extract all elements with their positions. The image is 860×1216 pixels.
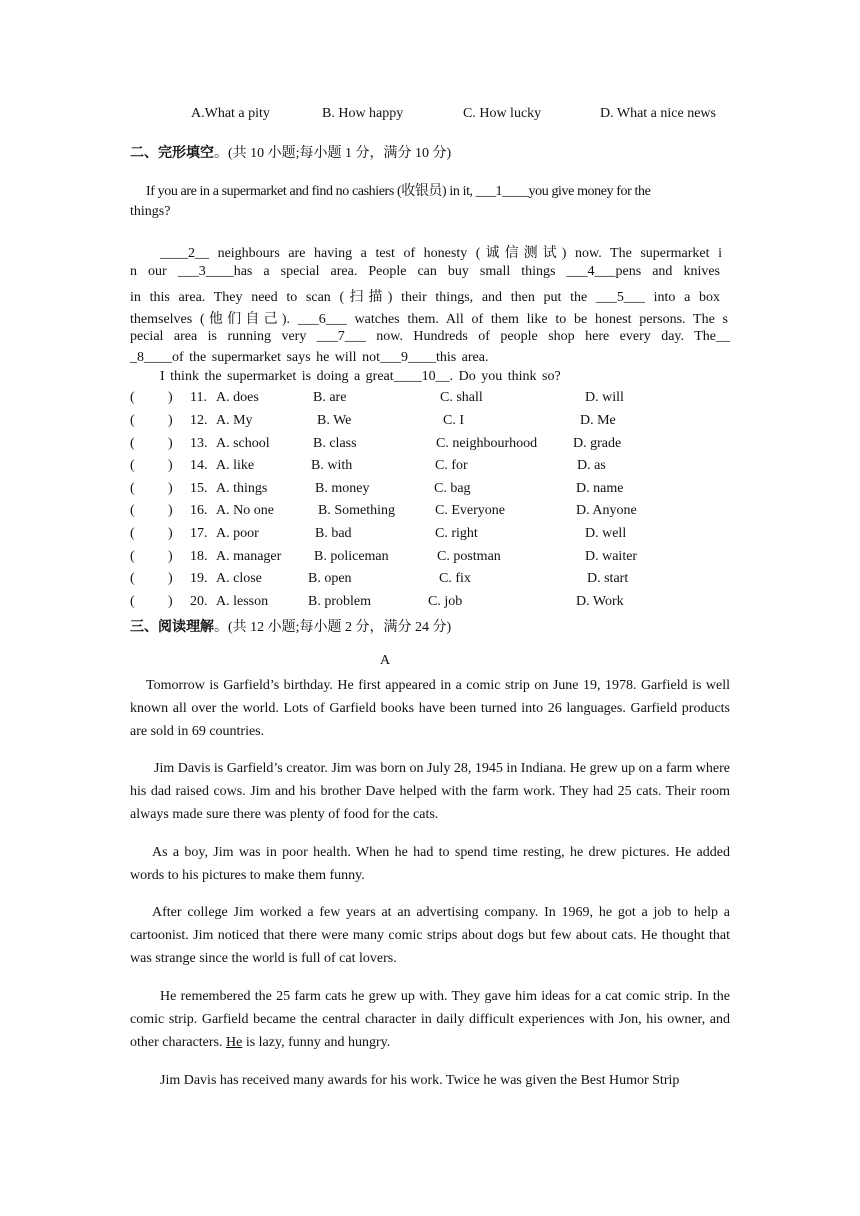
paren-close: )	[168, 549, 173, 564]
question-number: 20.	[190, 594, 208, 609]
question-row	[130, 503, 730, 525]
question-row	[130, 594, 730, 616]
question-number: 16.	[190, 503, 208, 518]
choice-b: B. class	[313, 436, 357, 451]
choice-d: D. name	[576, 481, 624, 496]
choice-a: A. My	[216, 413, 253, 428]
choice-d: D. Anyone	[576, 503, 637, 518]
section-3-heading	[130, 616, 451, 636]
question-number: 15.	[190, 481, 208, 496]
choice-b: B. are	[313, 390, 347, 405]
cloze-line-5: pecial area is running very ___7___ now. Hundreds of people shop here every day. The__	[130, 329, 730, 344]
cloze-intro-line-1: If you are in a supermarket and find no cashiers (收银员) in it, ___1____you give money for the	[146, 184, 651, 199]
choice-b: B. money	[315, 481, 370, 496]
paren-close: )	[168, 594, 173, 609]
question-number: 11.	[190, 390, 207, 405]
option-d: D. What a nice news	[600, 106, 716, 121]
choice-a: A. poor	[216, 526, 259, 541]
choice-a: A. school	[216, 436, 270, 451]
choice-b: B. policeman	[314, 549, 389, 564]
choice-a: A. close	[216, 571, 262, 586]
section-3-rest: 。(共 12 小题;每小题 2 分，满分 24 分)	[214, 620, 452, 635]
cloze-line-4: themselves (他们自己). ___6___ watches them. All of them like to be honest persons. The s	[130, 312, 728, 327]
choice-d: D. start	[587, 571, 629, 586]
choice-b: B. problem	[308, 594, 371, 609]
choice-b: B. We	[317, 413, 352, 428]
paren-close: )	[168, 526, 173, 541]
passage-5-after: is lazy, funny and hungry.	[242, 1035, 391, 1050]
paren-close: )	[168, 413, 173, 428]
question-number: 14.	[190, 458, 208, 473]
choice-a: A. things	[216, 481, 268, 496]
choice-c: C. I	[443, 413, 464, 428]
option-a: A.What a pity	[191, 106, 270, 121]
section-2-rest: 。(共 10 小题;每小题 1 分，满分 10 分)	[214, 146, 452, 161]
choice-c: C. neighbourhood	[436, 436, 538, 451]
question-number: 17.	[190, 526, 208, 541]
passage-paragraph-2: Jim Davis is Garfield’s creator. Jim was born on July 28, 1945 in Indiana. He grew up on a farm where his dad raised cows. Jim and his brother Dave helped with the farm work. They had 25 cats. Their room always made sure there was plenty of food for the cats.	[130, 761, 730, 822]
passage-5-underlined: He	[226, 1035, 243, 1050]
choice-a: A. manager	[216, 549, 282, 564]
question-number: 19.	[190, 571, 208, 586]
passage-5-before: He remembered the 25 farm cats he grew up with. They gave him ideas for a cat comic strip. In the comic strip. Garfield became the central character in daily difficult experiences with Jon, his owner, and other characters.	[130, 989, 730, 1050]
paren-close: )	[168, 571, 173, 586]
question-number: 18.	[190, 549, 208, 564]
cloze-last-line: I think the supermarket is doing a great____10__. Do you think so?	[160, 369, 561, 384]
paren-open: (	[130, 571, 135, 586]
option-c: C. How lucky	[463, 106, 542, 121]
paren-close: )	[168, 390, 173, 405]
passage-label: A	[380, 653, 391, 668]
paren-open: (	[130, 458, 135, 473]
choice-a: A. lesson	[216, 594, 269, 609]
choice-d: D. Me	[580, 413, 616, 428]
paren-open: (	[130, 594, 135, 609]
choice-d: D. will	[585, 390, 624, 405]
paren-open: (	[130, 413, 135, 428]
question-row	[130, 458, 730, 480]
cloze-line-6: _8____of the supermarket says he will not___9____this area.	[130, 350, 489, 365]
choice-c: C. job	[428, 594, 463, 609]
passage-paragraph-6: Jim Davis has received many awards for his work. Twice he was given the Best Humor Strip	[160, 1073, 680, 1088]
choice-c: C. bag	[434, 481, 471, 496]
paren-open: (	[130, 503, 135, 518]
section-2-label: 二、完形填空	[130, 146, 214, 161]
choice-b: B. with	[311, 458, 353, 473]
question-row	[130, 526, 730, 548]
question-row	[130, 436, 730, 458]
question-row	[130, 390, 730, 412]
option-b: B. How happy	[322, 106, 404, 121]
passage-paragraph-4: After college Jim worked a few years at an advertising company. In 1969, he got a job to help a cartoonist. Jim noticed that there were many comic strips about dogs but few about cats. He thought that was strange since the world is full of cat lovers.	[130, 905, 730, 966]
section-3-label: 三、阅读理解	[130, 620, 214, 635]
choice-b: B. bad	[315, 526, 352, 541]
passage-paragraph-1: Tomorrow is Garfield’s birthday. He first appeared in a comic strip on June 19, 1978. Garfield is well known all over the world. Lots of Garfield books have been turned into 26 languages. Garfield products are sold in 69 countries.	[130, 678, 730, 739]
cloze-line-1: ____2__ neighbours are having a test of honesty (诚信测试) now. The supermarket i	[160, 246, 722, 261]
choice-c: C. fix	[439, 571, 471, 586]
choice-d: D. Work	[576, 594, 624, 609]
cloze-intro-line-2: things?	[130, 204, 171, 219]
choice-d: D. well	[585, 526, 627, 541]
paren-close: )	[168, 481, 173, 496]
choice-a: A. does	[216, 390, 259, 405]
question-number: 13.	[190, 436, 208, 451]
choice-d: D. as	[577, 458, 606, 473]
passage-paragraph-3: As a boy, Jim was in poor health. When he had to spend time resting, he drew pictures. He added words to his pictures to make them funny.	[130, 845, 730, 883]
question-row	[130, 413, 730, 435]
paren-close: )	[168, 458, 173, 473]
choice-b: B. open	[308, 571, 352, 586]
choice-c: C. postman	[437, 549, 501, 564]
paren-open: (	[130, 390, 135, 405]
cloze-line-3: in this area. They need to scan (扫描) their things, and then put the ___5___ into a box	[130, 290, 720, 305]
choice-c: C. shall	[440, 390, 483, 405]
question-row	[130, 481, 730, 503]
choice-c: C. right	[435, 526, 478, 541]
cloze-line-2: n our ___3____has a special area. People can buy small things ___4___pens and knives	[130, 264, 720, 279]
paren-close: )	[168, 436, 173, 451]
choice-c: C. for	[435, 458, 468, 473]
paren-open: (	[130, 436, 135, 451]
choice-a: A. No one	[216, 503, 274, 518]
question-row	[130, 571, 730, 593]
passage-paragraph-5	[130, 985, 730, 1054]
question-row	[130, 549, 730, 571]
paren-close: )	[168, 503, 173, 518]
choice-d: D. grade	[573, 436, 622, 451]
paren-open: (	[130, 549, 135, 564]
paren-open: (	[130, 481, 135, 496]
choice-b: B. Something	[318, 503, 396, 518]
choice-c: C. Everyone	[435, 503, 505, 518]
choice-d: D. waiter	[585, 549, 638, 564]
question-number: 12.	[190, 413, 208, 428]
section-2-heading	[130, 142, 451, 162]
paren-open: (	[130, 526, 135, 541]
choice-a: A. like	[216, 458, 255, 473]
